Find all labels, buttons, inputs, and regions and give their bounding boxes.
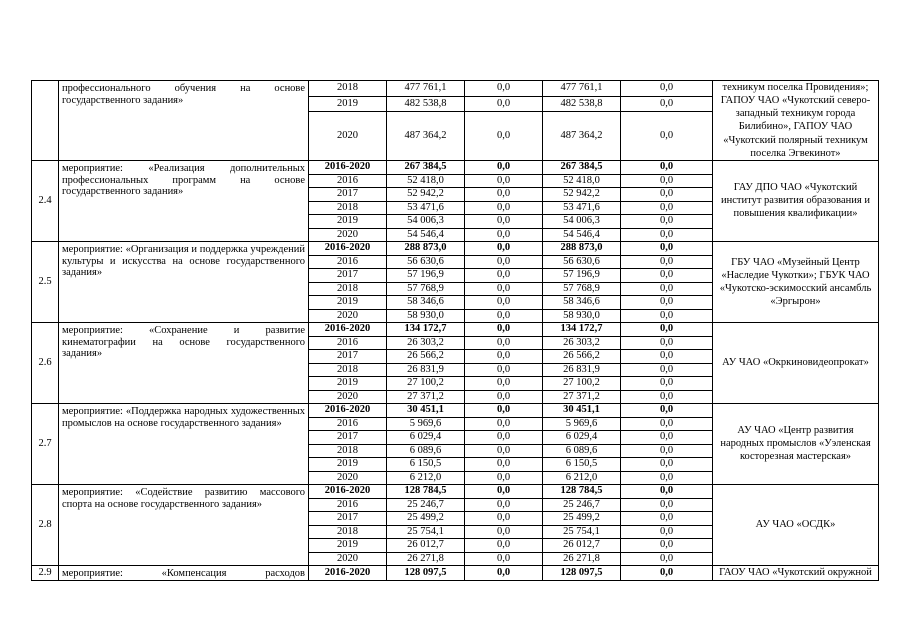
year-cell: 2019	[309, 538, 387, 552]
federal-cell: 0,0	[465, 444, 543, 457]
other-cell: 0,0	[621, 498, 713, 511]
year-cell: 2019	[309, 295, 387, 309]
regional-cell: 477 761,1	[543, 81, 621, 97]
year-cell: 2016	[309, 336, 387, 349]
other-cell: 0,0	[621, 363, 713, 376]
other-cell: 0,0	[621, 268, 713, 282]
total-cell: 57 196,9	[387, 268, 465, 282]
other-cell: 0,0	[621, 484, 713, 498]
other-cell: 0,0	[621, 565, 713, 580]
total-cell: 477 761,1	[387, 81, 465, 97]
regional-cell: 5 969,6	[543, 417, 621, 430]
other-cell: 0,0	[621, 214, 713, 228]
total-cell: 27 371,2	[387, 390, 465, 403]
table-row	[32, 565, 879, 580]
federal-cell: 0,0	[465, 484, 543, 498]
executor-cell: АУ ЧАО «ОСДК»	[713, 484, 879, 565]
other-cell: 0,0	[621, 96, 713, 112]
row-number-cell: 2.8	[32, 484, 59, 565]
year-cell: 2018	[309, 81, 387, 97]
federal-cell: 0,0	[465, 430, 543, 444]
table-row	[32, 403, 879, 417]
federal-cell: 0,0	[465, 241, 543, 255]
total-cell: 25 754,1	[387, 525, 465, 538]
federal-cell: 0,0	[465, 403, 543, 417]
regional-cell: 26 271,8	[543, 552, 621, 565]
year-cell: 2020	[309, 390, 387, 403]
regional-cell: 54 546,4	[543, 228, 621, 241]
year-cell: 2017	[309, 349, 387, 363]
year-cell: 2018	[309, 282, 387, 295]
row-number-cell: 2.9	[32, 565, 59, 580]
total-cell: 6 212,0	[387, 471, 465, 484]
total-cell: 25 499,2	[387, 511, 465, 525]
regional-cell: 52 418,0	[543, 174, 621, 187]
regional-cell: 54 006,3	[543, 214, 621, 228]
year-cell: 2019	[309, 376, 387, 390]
regional-cell: 288 873,0	[543, 241, 621, 255]
total-cell: 26 271,8	[387, 552, 465, 565]
other-cell: 0,0	[621, 349, 713, 363]
total-cell: 58 346,6	[387, 295, 465, 309]
total-cell: 6 150,5	[387, 457, 465, 471]
regional-cell: 6 150,5	[543, 457, 621, 471]
other-cell: 0,0	[621, 444, 713, 457]
year-cell: 2017	[309, 511, 387, 525]
year-cell: 2020	[309, 228, 387, 241]
federal-cell: 0,0	[465, 309, 543, 322]
total-cell: 25 246,7	[387, 498, 465, 511]
activity-description: мероприятие: «Сохранение и развитие кинематографии на основе государственного задания»	[59, 322, 309, 403]
federal-cell: 0,0	[465, 228, 543, 241]
total-cell: 58 930,0	[387, 309, 465, 322]
year-cell: 2016-2020	[309, 160, 387, 174]
total-cell: 487 364,2	[387, 112, 465, 160]
year-cell: 2016-2020	[309, 403, 387, 417]
year-cell: 2020	[309, 112, 387, 160]
row-number-cell: 2.5	[32, 241, 59, 322]
regional-cell: 27 371,2	[543, 390, 621, 403]
regional-cell: 128 097,5	[543, 565, 621, 580]
activity-description: мероприятие: «Компенсация расходов	[59, 565, 309, 580]
federal-cell: 0,0	[465, 160, 543, 174]
federal-cell: 0,0	[465, 552, 543, 565]
other-cell: 0,0	[621, 417, 713, 430]
regional-cell: 482 538,8	[543, 96, 621, 112]
regional-cell: 6 089,6	[543, 444, 621, 457]
row-number-cell: 2.6	[32, 322, 59, 403]
other-cell: 0,0	[621, 525, 713, 538]
year-cell: 2018	[309, 525, 387, 538]
year-cell: 2020	[309, 309, 387, 322]
other-cell: 0,0	[621, 241, 713, 255]
table-row	[32, 81, 879, 97]
regional-cell: 26 831,9	[543, 363, 621, 376]
table-row	[32, 160, 879, 174]
total-cell: 52 418,0	[387, 174, 465, 187]
row-number-cell	[32, 81, 59, 161]
activity-description: мероприятие: «Содействие развитию массового спорта на основе государственного задания»	[59, 484, 309, 565]
year-cell: 2016	[309, 174, 387, 187]
federal-cell: 0,0	[465, 214, 543, 228]
year-cell: 2020	[309, 552, 387, 565]
total-cell: 26 012,7	[387, 538, 465, 552]
total-cell: 26 566,2	[387, 349, 465, 363]
executor-cell: ГАУ ДПО ЧАО «Чукотский институт развития образования и повышения квалификации»	[713, 160, 879, 241]
federal-cell: 0,0	[465, 174, 543, 187]
other-cell: 0,0	[621, 201, 713, 214]
regional-cell: 487 364,2	[543, 112, 621, 160]
executor-cell: техникум поселка Провидения»; ГАПОУ ЧАО «Чукотский северо-западный техникум города Билибино», ГАПОУ ЧАО «Чукотский полярный техникум поселка Эгвекинот»	[713, 81, 879, 161]
other-cell: 0,0	[621, 309, 713, 322]
total-cell: 54 006,3	[387, 214, 465, 228]
year-cell: 2019	[309, 214, 387, 228]
total-cell: 30 451,1	[387, 403, 465, 417]
total-cell: 128 784,5	[387, 484, 465, 498]
total-cell: 5 969,6	[387, 417, 465, 430]
executor-cell: ГАОУ ЧАО «Чукотский окружной	[713, 565, 879, 580]
other-cell: 0,0	[621, 228, 713, 241]
activity-description: мероприятие: «Реализация дополнительных профессиональных программ на основе государственного задания»	[59, 160, 309, 241]
other-cell: 0,0	[621, 282, 713, 295]
other-cell: 0,0	[621, 538, 713, 552]
federal-cell: 0,0	[465, 268, 543, 282]
regional-cell: 57 196,9	[543, 268, 621, 282]
year-cell: 2019	[309, 96, 387, 112]
federal-cell: 0,0	[465, 322, 543, 336]
executor-cell: АУ ЧАО «Окркиновидеопрокат»	[713, 322, 879, 403]
year-cell: 2016-2020	[309, 241, 387, 255]
federal-cell: 0,0	[465, 363, 543, 376]
row-number-cell: 2.7	[32, 403, 59, 484]
year-cell: 2017	[309, 187, 387, 201]
federal-cell: 0,0	[465, 390, 543, 403]
federal-cell: 0,0	[465, 187, 543, 201]
other-cell: 0,0	[621, 322, 713, 336]
federal-cell: 0,0	[465, 201, 543, 214]
table-row	[32, 322, 879, 336]
regional-cell: 6 212,0	[543, 471, 621, 484]
federal-cell: 0,0	[465, 565, 543, 580]
other-cell: 0,0	[621, 174, 713, 187]
regional-cell: 52 942,2	[543, 187, 621, 201]
regional-cell: 6 029,4	[543, 430, 621, 444]
year-cell: 2016	[309, 498, 387, 511]
other-cell: 0,0	[621, 112, 713, 160]
year-cell: 2020	[309, 471, 387, 484]
other-cell: 0,0	[621, 81, 713, 97]
year-cell: 2019	[309, 457, 387, 471]
regional-cell: 134 172,7	[543, 322, 621, 336]
other-cell: 0,0	[621, 390, 713, 403]
year-cell: 2018	[309, 444, 387, 457]
total-cell: 134 172,7	[387, 322, 465, 336]
activity-description: профессионального обучения на основе государственного задания»	[59, 81, 309, 161]
regional-cell: 53 471,6	[543, 201, 621, 214]
other-cell: 0,0	[621, 336, 713, 349]
federal-cell: 0,0	[465, 336, 543, 349]
federal-cell: 0,0	[465, 471, 543, 484]
federal-cell: 0,0	[465, 96, 543, 112]
row-number-cell: 2.4	[32, 160, 59, 241]
other-cell: 0,0	[621, 471, 713, 484]
executor-cell: АУ ЧАО «Центр развития народных промыслов «Уэленская косторезная мастерская»	[713, 403, 879, 484]
regional-cell: 57 768,9	[543, 282, 621, 295]
table-row	[32, 241, 879, 255]
federal-cell: 0,0	[465, 525, 543, 538]
federal-cell: 0,0	[465, 417, 543, 430]
year-cell: 2017	[309, 268, 387, 282]
year-cell: 2016	[309, 255, 387, 268]
other-cell: 0,0	[621, 376, 713, 390]
total-cell: 53 471,6	[387, 201, 465, 214]
federal-cell: 0,0	[465, 295, 543, 309]
executor-cell: ГБУ ЧАО «Музейный Центр «Наследие Чукотки»; ГБУК ЧАО «Чукотско-эскимосский ансамбль «Эргырон»	[713, 241, 879, 322]
regional-cell: 27 100,2	[543, 376, 621, 390]
regional-cell: 25 499,2	[543, 511, 621, 525]
total-cell: 26 831,9	[387, 363, 465, 376]
regional-cell: 30 451,1	[543, 403, 621, 417]
regional-cell: 26 566,2	[543, 349, 621, 363]
regional-cell: 58 346,6	[543, 295, 621, 309]
total-cell: 27 100,2	[387, 376, 465, 390]
federal-cell: 0,0	[465, 112, 543, 160]
other-cell: 0,0	[621, 255, 713, 268]
other-cell: 0,0	[621, 511, 713, 525]
total-cell: 54 546,4	[387, 228, 465, 241]
federal-cell: 0,0	[465, 255, 543, 268]
total-cell: 57 768,9	[387, 282, 465, 295]
federal-cell: 0,0	[465, 511, 543, 525]
year-cell: 2018	[309, 363, 387, 376]
table-row	[32, 484, 879, 498]
activity-description: мероприятие: «Поддержка народных художественных промыслов на основе государственного задания»	[59, 403, 309, 484]
regional-cell: 128 784,5	[543, 484, 621, 498]
total-cell: 288 873,0	[387, 241, 465, 255]
federal-cell: 0,0	[465, 349, 543, 363]
other-cell: 0,0	[621, 403, 713, 417]
year-cell: 2016-2020	[309, 484, 387, 498]
federal-cell: 0,0	[465, 538, 543, 552]
other-cell: 0,0	[621, 457, 713, 471]
total-cell: 6 089,6	[387, 444, 465, 457]
regional-cell: 58 930,0	[543, 309, 621, 322]
budget-table	[31, 80, 879, 581]
regional-cell: 26 303,2	[543, 336, 621, 349]
total-cell: 482 538,8	[387, 96, 465, 112]
federal-cell: 0,0	[465, 498, 543, 511]
other-cell: 0,0	[621, 552, 713, 565]
regional-cell: 25 754,1	[543, 525, 621, 538]
federal-cell: 0,0	[465, 376, 543, 390]
federal-cell: 0,0	[465, 81, 543, 97]
year-cell: 2017	[309, 430, 387, 444]
other-cell: 0,0	[621, 187, 713, 201]
regional-cell: 56 630,6	[543, 255, 621, 268]
activity-description: мероприятие: «Организация и поддержка учреждений культуры и искусства на основе государственного задания»	[59, 241, 309, 322]
year-cell: 2016-2020	[309, 322, 387, 336]
total-cell: 128 097,5	[387, 565, 465, 580]
total-cell: 26 303,2	[387, 336, 465, 349]
year-cell: 2016-2020	[309, 565, 387, 580]
other-cell: 0,0	[621, 160, 713, 174]
total-cell: 6 029,4	[387, 430, 465, 444]
year-cell: 2016	[309, 417, 387, 430]
total-cell: 52 942,2	[387, 187, 465, 201]
federal-cell: 0,0	[465, 282, 543, 295]
federal-cell: 0,0	[465, 457, 543, 471]
other-cell: 0,0	[621, 295, 713, 309]
regional-cell: 26 012,7	[543, 538, 621, 552]
other-cell: 0,0	[621, 430, 713, 444]
year-cell: 2018	[309, 201, 387, 214]
regional-cell: 25 246,7	[543, 498, 621, 511]
total-cell: 56 630,6	[387, 255, 465, 268]
total-cell: 267 384,5	[387, 160, 465, 174]
regional-cell: 267 384,5	[543, 160, 621, 174]
